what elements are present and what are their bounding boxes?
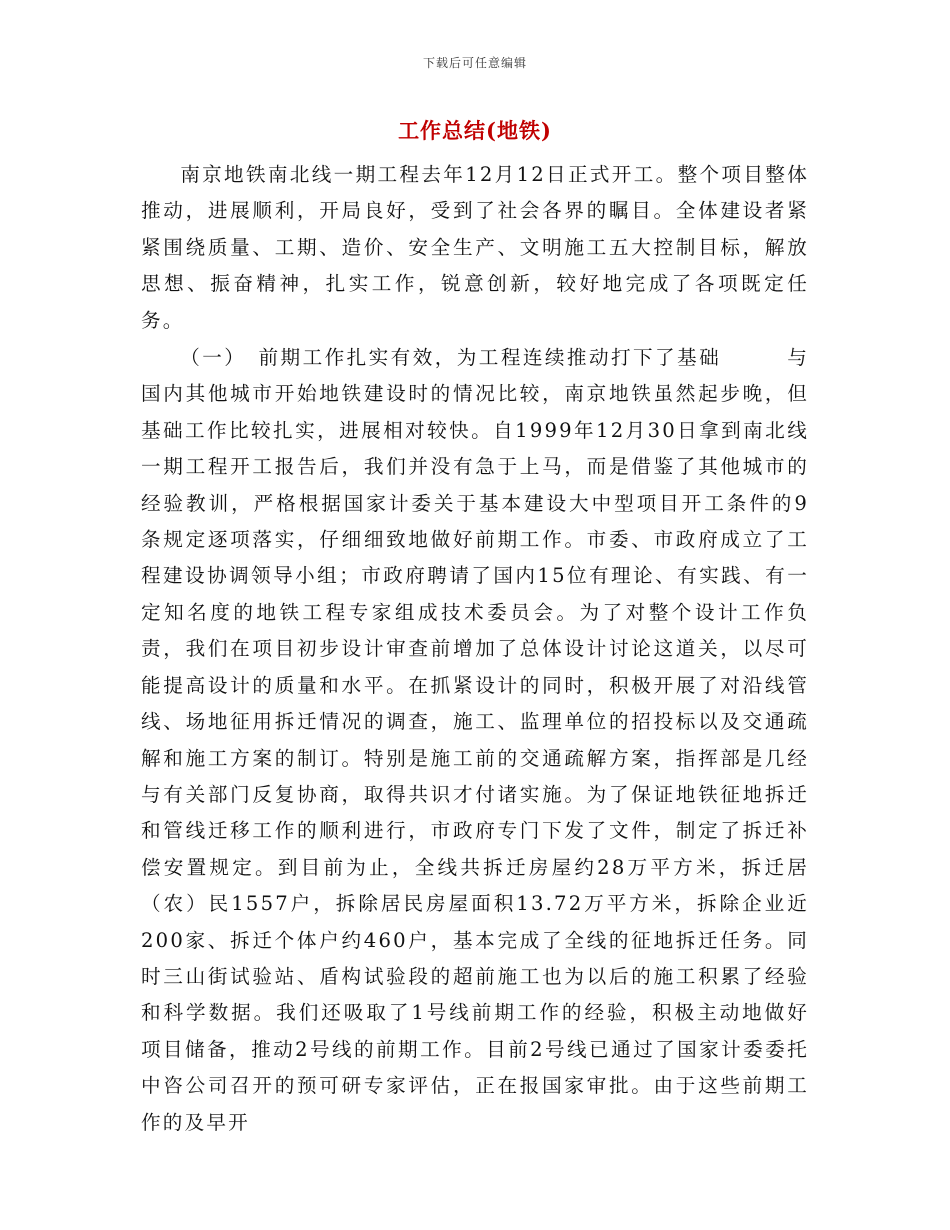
paragraph-section-1: （一） 前期工作扎实有效，为工程连续推动打下了基础 与国内其他城市开始地铁建设时的情况比较，南京地铁虽然起步晚，但基础工作比较扎实，进展相对较快。自1999年12月30日拿到南北线一期工程开工报告后，我们并没有急于上马，而是借鉴了其他城市的经验教训，严格根据国家计委关于基本建设大中型项目开工条件的9条规定逐项落实，仔细细致地做好前期工作。市委、市政府成立了工程建设协调领导小组；市政府聘请了国内15位有理论、有实践、有一定知名度的地铁工程专家组成技术委员会。为了对整个设计工作负责，我们在项目初步设计审查前增加了总体设计讨论这道关，以尽可能提高设计的质量和水平。在抓紧设计的同时，积极开展了对沿线管线、场地征用拆迁情况的调查，施工、监理单位的招投标以及交通疏解和施工方案的制订。特别是施工前的交通疏解方案，指挥部是几经与有关部门反复协商，取得共识才付诸实施。为了保证地铁征地拆迁和管线迁移工作的顺利进行，市政府专门下发了文件，制定了拆迁补偿安置规定。到目前为止，全线共拆迁房屋约28万平方米，拆迁居（农）民1557户，拆除居民房屋面积13.72万平方米，拆除企业近200家、拆迁个体户约460户，基本完成了全线的征地拆迁任务。同时三山街试验站、盾构试验段的超前施工也为以后的施工积累了经验和科学数据。我们还吸取了1号线前期工作的经验，积极主动地做好项目储备，推动2号线的前期工作。目前2号线已通过了国家计委委托中咨公司召开的预可研专家评估，正在报国家审批。由于这些前期工作的及早开 bbox=[141, 346, 809, 1134]
document-title: 工作总结(地铁) bbox=[398, 118, 552, 143]
paragraph-intro: 南京地铁南北线一期工程去年12月12日正式开工。整个项目整体推动，进展顺利，开局良好，受到了社会各界的瞩目。全体建设者紧紧围绕质量、工期、造价、安全生产、文明施工五大控制目标，解放思想、振奋精神，扎实工作，锐意创新，较好地完成了各项既定任务。 bbox=[141, 163, 809, 332]
header-note: 下载后可任意编辑 bbox=[422, 56, 527, 70]
document-body bbox=[141, 157, 809, 1141]
